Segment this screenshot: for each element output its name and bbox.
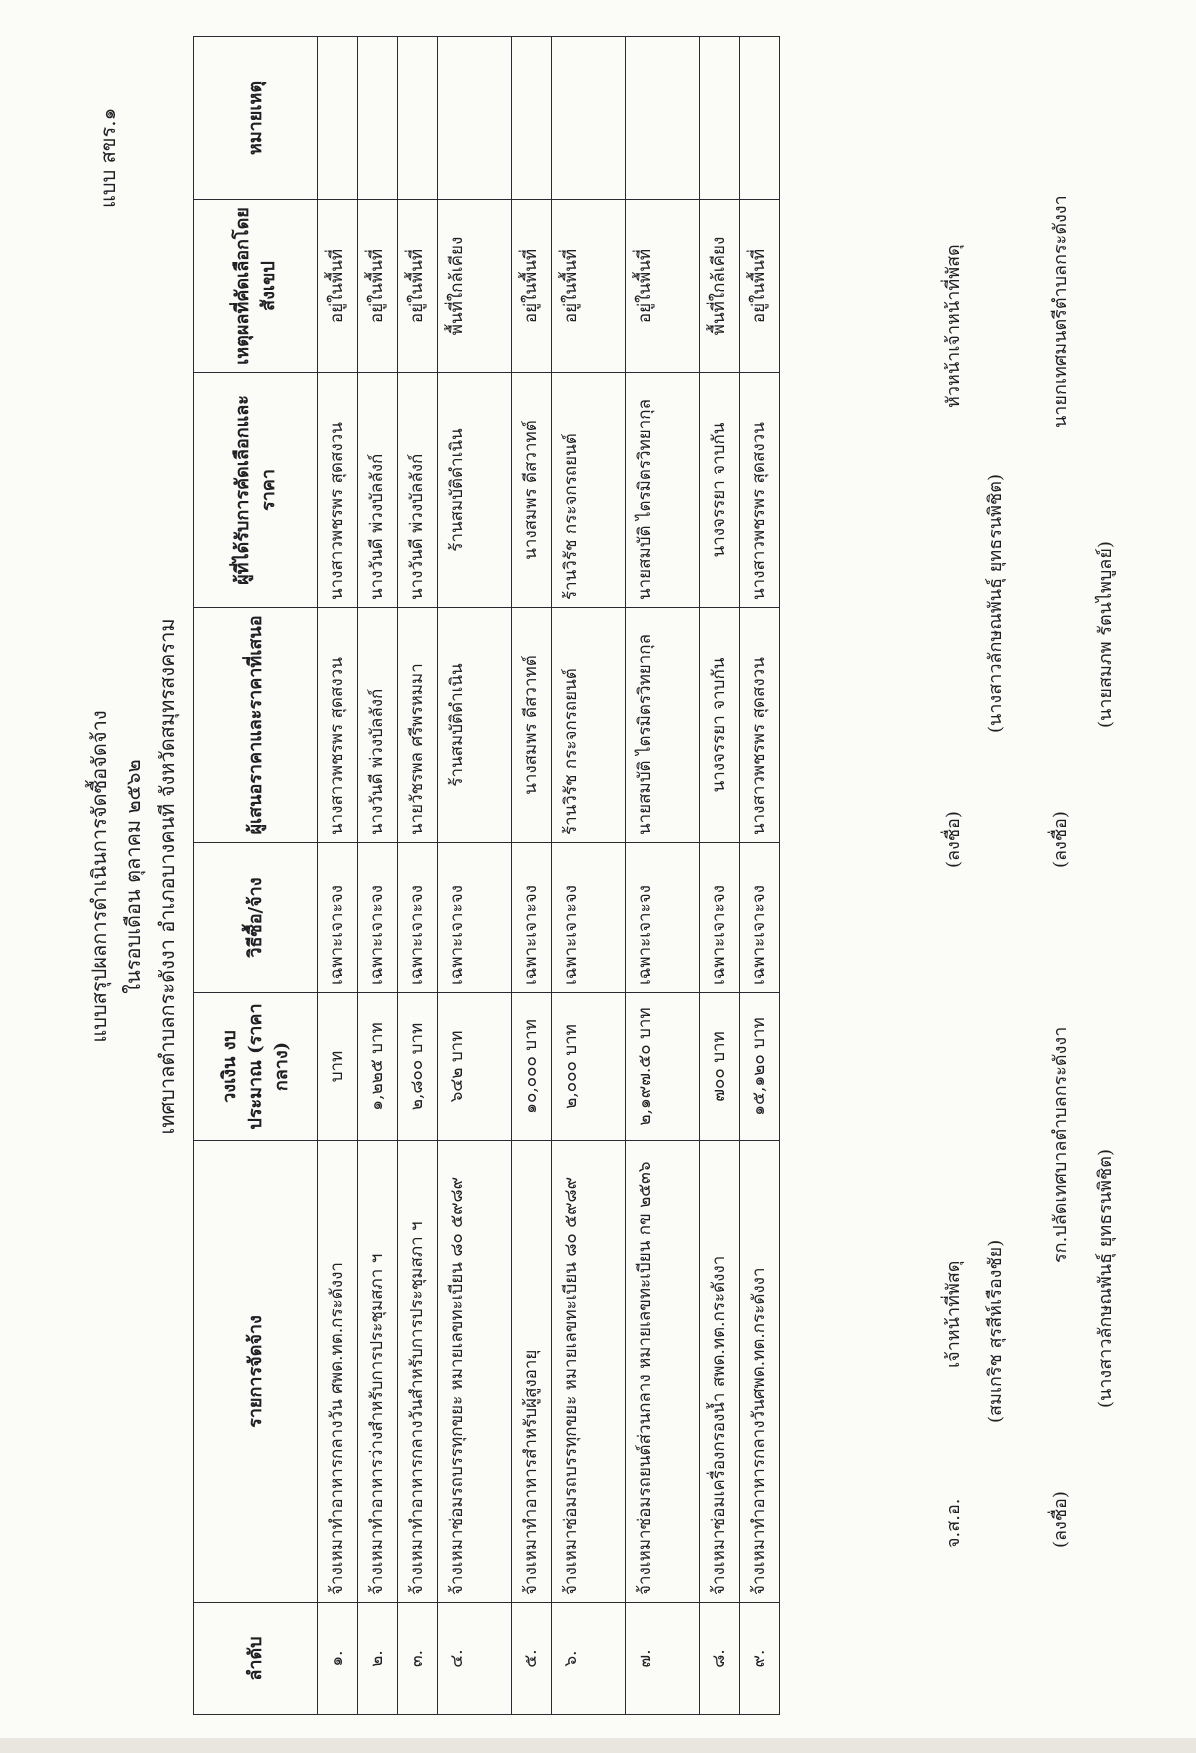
deputy-name: (นางสาวลักษณพันธุ์ ยุทธรนพิชิต) bbox=[1095, 1149, 1116, 1408]
table-row bbox=[358, 37, 398, 1715]
row-remark bbox=[512, 37, 552, 200]
row-method: เฉพาะเจาะจง bbox=[358, 843, 398, 993]
row-bidder: นางจรรยา จาบกัน bbox=[700, 608, 740, 843]
row-winner: นางวันดี พ่วงบัลลังก์ bbox=[358, 373, 398, 608]
row-budget: ๑๐,๐๐๐ บาท bbox=[512, 993, 552, 1141]
row-winner: นางสมพร ดีสวาทต์ bbox=[512, 373, 552, 608]
head-role: หัวหน้าเจ้าหน้าที่พัสดุ bbox=[943, 244, 964, 408]
row-reason: อยู่ในพื้นที่ bbox=[398, 200, 438, 373]
header-winner: ผู้ที่ได้รับการคัดเลือกและราคา bbox=[194, 373, 318, 608]
row-item: จ้างเหมาซ่อมรถยนต์ส่วนกลาง หมายเลขทะเบียน กข ๒๕๓๖ bbox=[626, 1141, 700, 1603]
header-budget: วงเงิน งบประมาณ (ราคากลาง) bbox=[194, 993, 318, 1141]
table-row bbox=[318, 37, 358, 1715]
officer-role: เจ้าหน้าที่พัสดุ bbox=[943, 1260, 964, 1368]
row-budget: ๑๕,๑๒๐ บาท bbox=[740, 993, 780, 1141]
mayor-role: นายกเทศมนตรีตำบลกระดังงา bbox=[1050, 195, 1071, 428]
row-budget: บาท bbox=[318, 993, 358, 1141]
row-bidder: นางสาวพชรพร สุดสงวน bbox=[318, 608, 358, 843]
title-line-3: เทศบาลตำบลกระดังงา อำเภอบางคนที จังหวัดสมุทรสงคราม bbox=[155, 618, 179, 1135]
row-remark bbox=[626, 37, 700, 200]
row-budget: ๒,๐๐๐ บาท bbox=[552, 993, 626, 1141]
header-reason: เหตุผลที่คัดเลือกโดยสังเขป bbox=[194, 200, 318, 373]
header-no: ลำดับ bbox=[194, 1603, 318, 1715]
row-item: จ้างเหมาซ่อมรถบรรทุกขยะ หมายเลขทะเบียน ๘๐ ๕๙๘๙ bbox=[438, 1141, 512, 1603]
row-winner: ร้านสมบัติดำเนิน bbox=[438, 373, 512, 608]
row-method: เฉพาะเจาะจง bbox=[398, 843, 438, 993]
row-remark bbox=[740, 37, 780, 200]
table-row bbox=[398, 37, 438, 1715]
row-budget: ๒,๘๐๐ บาท bbox=[398, 993, 438, 1141]
row-winner: นางวันดี พ่วงบัลลังก์ bbox=[398, 373, 438, 608]
row-method: เฉพาะเจาะจง bbox=[512, 843, 552, 993]
header-method: วิธีซื้อ/จ้าง bbox=[194, 843, 318, 993]
deputy-role: รก.ปลัดเทศบาลตำบลกระดังงา bbox=[1050, 1026, 1071, 1263]
title-line-1: แบบสรุปผลการดำเนินการจัดซื้อจัดจ้าง bbox=[87, 710, 111, 1043]
row-winner: ร้านวิรัช กระจกรถยนต์ bbox=[552, 373, 626, 608]
row-method: เฉพาะเจาะจง bbox=[438, 843, 512, 993]
row-no: ๖. bbox=[552, 1603, 626, 1715]
row-no: ๘. bbox=[700, 1603, 740, 1715]
table-row bbox=[700, 37, 740, 1715]
row-no: ๑. bbox=[318, 1603, 358, 1715]
row-winner: นางสาวพชรพร สุดสงวน bbox=[318, 373, 358, 608]
row-remark bbox=[552, 37, 626, 200]
row-reason: อยู่ในพื้นที่ bbox=[512, 200, 552, 373]
table-row bbox=[626, 37, 700, 1715]
row-winner: นายสมบัติ ไตรมิตรวิทยากุล bbox=[626, 373, 700, 608]
row-item: จ้างเหมาทำอาหารสำหรับผู้สูงอายุ bbox=[512, 1141, 552, 1603]
row-method: เฉพาะเจาะจง bbox=[552, 843, 626, 993]
row-reason: อยู่ในพื้นที่ bbox=[358, 200, 398, 373]
row-reason: อยู่ในพื้นที่ bbox=[552, 200, 626, 373]
row-budget: ๗๐๐ บาท bbox=[700, 993, 740, 1141]
row-reason: อยู่ในพื้นที่ bbox=[626, 200, 700, 373]
row-method: เฉพาะเจาะจง bbox=[740, 843, 780, 993]
row-reason: อยู่ในพื้นที่ bbox=[318, 200, 358, 373]
row-bidder: นายวัชรพล ศรีพรหมมา bbox=[398, 608, 438, 843]
document-title bbox=[82, 0, 184, 1753]
row-bidder: นายสมบัติ ไตรมิตรวิทยากุล bbox=[626, 608, 700, 843]
officer-name: (สมเกริช สุรสีห์เรืองชัย) bbox=[985, 1239, 1006, 1423]
row-winner: นางสาวพชรพร สุดสงวน bbox=[740, 373, 780, 608]
row-remark bbox=[438, 37, 512, 200]
head-sign-label: (ลงชื่อ) bbox=[943, 811, 964, 868]
row-no: ๔. bbox=[438, 1603, 512, 1715]
row-item: จ้างเหมาทำอาหารกลางวัน ศพด.ทต.กระดังงา bbox=[318, 1141, 358, 1603]
row-bidder: นางวันดี พ่วงบัลลังก์ bbox=[358, 608, 398, 843]
procurement-table bbox=[193, 36, 780, 1715]
row-no: ๓. bbox=[398, 1603, 438, 1715]
row-remark bbox=[358, 37, 398, 200]
row-budget: ๒,๑๙๗.๕๐ บาท bbox=[626, 993, 700, 1141]
row-reason: อยู่ในพื้นที่ bbox=[740, 200, 780, 373]
table-row bbox=[740, 37, 780, 1715]
row-no: ๕. bbox=[512, 1603, 552, 1715]
row-bidder: นางสมพร ดีสวาทต์ bbox=[512, 608, 552, 843]
row-budget: ๑,๒๒๕ บาท bbox=[358, 993, 398, 1141]
header-bidders: ผู้เสนอราคาและราคาที่เสนอ bbox=[194, 608, 318, 843]
row-item: จ้างเหมาทำอาหารว่างสำหรับการประชุมสภา ฯ bbox=[358, 1141, 398, 1603]
row-item: จ้างเหมาซ่อมเครื่องกรองน้ำ สพด.ทต.กระดังงา bbox=[700, 1141, 740, 1603]
row-remark bbox=[398, 37, 438, 200]
row-no: ๗. bbox=[626, 1603, 700, 1715]
row-item: จ้างเหมาทำอาหารกลางวันสำหรับการประชุมสภา ฯ bbox=[398, 1141, 438, 1603]
row-method: เฉพาะเจาะจง bbox=[700, 843, 740, 993]
table-row bbox=[438, 37, 512, 1715]
row-winner: นางจรรยา จาบกัน bbox=[700, 373, 740, 608]
header-remark: หมายเหตุ bbox=[194, 37, 318, 200]
row-remark bbox=[700, 37, 740, 200]
officer-prefix: จ.ส.อ. bbox=[943, 1498, 964, 1548]
row-method: เฉพาะเจาะจง bbox=[318, 843, 358, 993]
head-name: (นางสาวลักษณพันธุ์ ยุทธรนพิชิต) bbox=[985, 474, 1006, 733]
row-bidder: ร้านสมบัติดำเนิน bbox=[438, 608, 512, 843]
row-item: จ้างเหมาซ่อมรถบรรทุกขยะ หมายเลขทะเบียน ๘๐ ๕๙๘๙ bbox=[552, 1141, 626, 1603]
form-code: แบบ สขร.๑ bbox=[96, 107, 120, 208]
table-row bbox=[512, 37, 552, 1715]
table-row bbox=[552, 37, 626, 1715]
row-bidder: นางสาวพชรพร สุดสงวน bbox=[740, 608, 780, 843]
row-bidder: ร้านวิรัช กระจกรถยนต์ bbox=[552, 608, 626, 843]
row-item: จ้างเหมาทำอาหารกลางวันศพด.ทต.กระดังงา bbox=[740, 1141, 780, 1603]
row-remark bbox=[318, 37, 358, 200]
mayor-sign-label: (ลงชื่อ) bbox=[1050, 811, 1071, 868]
mayor-name: (นายสมภพ รัตนไพบูลย์) bbox=[1095, 541, 1116, 728]
row-reason: พื้นที่ใกล้เคียง bbox=[700, 200, 740, 373]
row-reason: พื้นที่ใกล้เคียง bbox=[438, 200, 512, 373]
deputy-sign-label: (ลงชื่อ) bbox=[1050, 1491, 1071, 1548]
row-no: ๒. bbox=[358, 1603, 398, 1715]
header-item: รายการจัดจ้าง bbox=[194, 1141, 318, 1603]
title-line-2: ในรอบเดือน ตุลาคม ๒๕๖๒ bbox=[121, 759, 145, 994]
row-no: ๙. bbox=[740, 1603, 780, 1715]
row-method: เฉพาะเจาะจง bbox=[626, 843, 700, 993]
row-budget: ๖๔๒ บาท bbox=[438, 993, 512, 1141]
